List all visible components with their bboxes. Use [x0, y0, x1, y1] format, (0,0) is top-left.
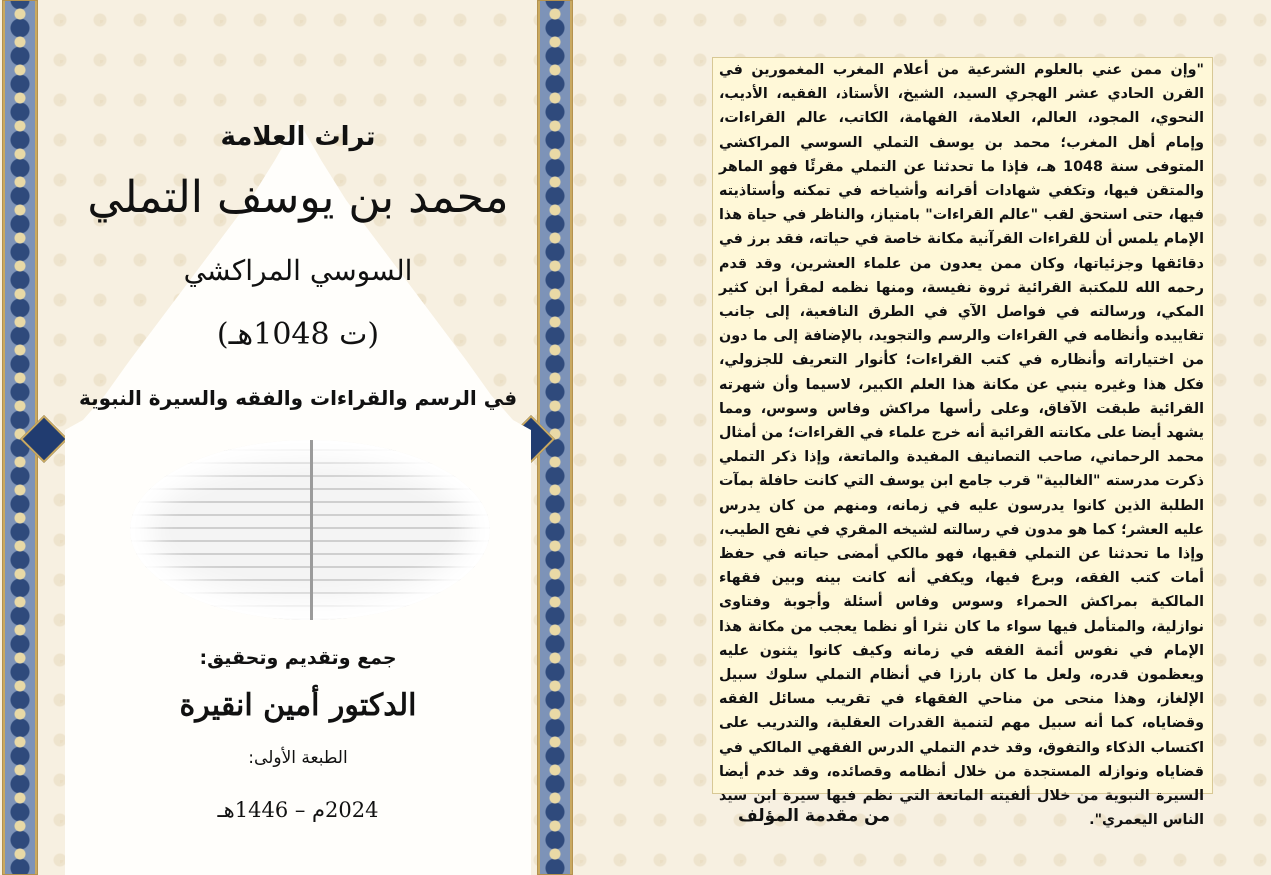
front-cover: [65, 0, 531, 875]
subjects-subtitle: في الرسم والقراءات والفقه والسيرة النبوية: [78, 386, 518, 410]
publication-year: 2024م – 1446هـ: [217, 798, 379, 822]
excerpt-caption: من مقدمة المؤلف: [738, 806, 890, 826]
edition-label: الطبعة الأولى:: [248, 748, 348, 768]
author-nisba: السوسي المراكشي: [183, 254, 413, 287]
compiled-by-label: جمع وتقديم وتحقيق:: [199, 647, 397, 669]
back-cover-excerpt: "وإن ممن عني بالعلوم الشرعية من أعلام المغرب المغمورين في القرن الحادي عشر الهجري السيد، الشيخ، الأستاذ، الفقيه، الأديب، النحوي، المجود، العالم، العلامة، الفهامة، الكاتب، عالم القراءات، وإمام أهل المغرب؛ محمد بن يوسف التملي السوسي المراكشي المتوفى سنة 1048 هـ، فإذا ما تحدثنا عن التملي مقرئًا فهو الماهر والمتقن فيها، وتكفي شهادات أقرانه وأشياخه في تمكنه وأستاذيته فيها، حتى استحق لقب "عالم القراءات" بامتياز، والناظر في حياة هذا الإمام يلمس أن للقراءات القرآنية مكانة خاصة في حياته، فقد برز في دقائقها وجزئياتها، وكان ممن يعدون من علماء العشرين، وقد قدم رحمه الله للمكتبة القرائية ثروة نفيسة، ومنها نظمه لمقرأ ابن كثير المكي، ورسالته في فواصل الآي في الطرق النافعية، إلى جانب تقاييده وأنظامه في القراءات والرسم والتجويد، بالإضافة إلى ما دون من اختياراته وأنظاره في كتب القراءات؛ كأنوار التعريف للجزولي، فكل هذا وغيره ينبي عن مكانة هذا العلم الكبير، لاسيما وأن شهرته القرائية طبقت الآفاق، وعلى رأسها مراكش وفاس وسوس، ومما يشهد أيضا على مكانته القرائية أنه خرج علماء في القراءات؛ من أمثال محمد الرحماني، صاحب التصانيف المفيدة والماتعة، وإذا ذكر التملي ذكرت مدرسته "الغالبية" قرب جامع ابن يوسف التي كانت حافلة بمآت الطلبة الذين كانوا يدرسون عليه في زمانه، ومنهم من كان يدرس عليه العشر؛ كما هو مدون في رسالته لشيخه المقري في نفح الطيب، وإذا ما تحدثنا عن التملي فقيها، فهو مالكي أمضى حياته في حفظ أمات كتب الفقه، وبرع فيها، ويكفي أنه كانت بينه وبين فقهاء المالكية بمراكش الحمراء وسوس وفاس أسئلة وأجوبة وفتاوى نوازلية، والمتأمل فيها سواء ما كان نثرا أو نظما يعجب من مكانة هذا الإمام في نفوس أئمة الفقه في زمانه وكيف كانوا يثنون عليه ويعظمون قدره، ولعل ما كان بارزا في أنظام التملي سلوك سبيل الإلغاز، وهذا منحى من مناحي الفقهاء في تقريب مسائل الفقه وقضاياه، كما أنه سبيل مهم لتنمية القدرات العقلية، والتدريب على اكتساب الذكاء والتفوق، وقد خدم التملي الدرس الفقهي المالكي في قضاياه ونوازله المستجدة من خلال أنظامه وقصائده، وقد خدم أيضا السيرة النبوية من خلال ألفيته الماتعة التي نظم فيها سيرة ابن سيد الناس اليعمري".: [719, 62, 1205, 829]
editor-name: الدكتور أمين انقيرة: [179, 688, 417, 723]
author-name: محمد بن يوسف التملي: [87, 172, 509, 223]
series-title: تراث العلامة: [220, 122, 376, 152]
manuscript-image: [130, 440, 490, 620]
death-year: (ت 1048هـ): [216, 317, 380, 352]
